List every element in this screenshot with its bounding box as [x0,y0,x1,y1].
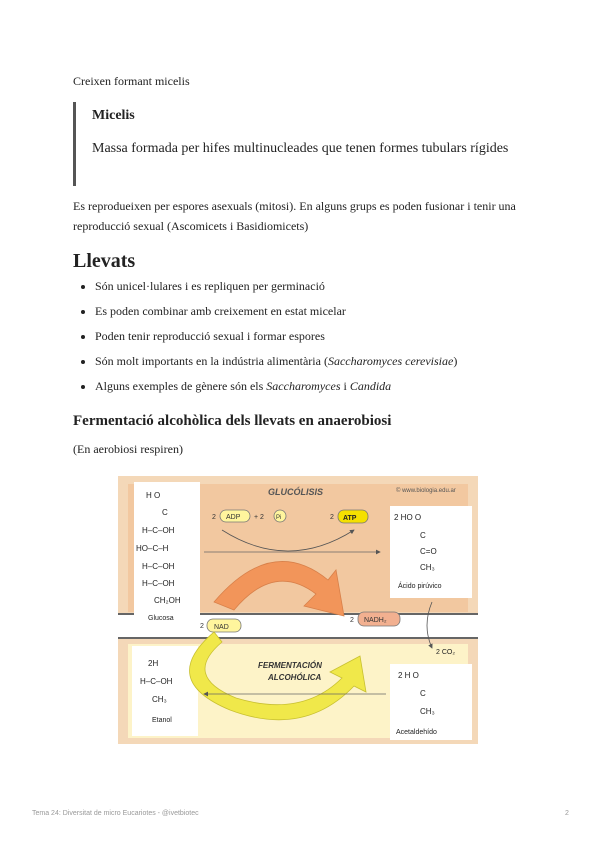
fermentacion-label: FERMENTACIÓN [258,661,322,670]
bullet-text: ) [453,354,458,368]
co2-label: 2 CO₂ [436,649,456,656]
fermentation-diagram [118,476,478,744]
callout-micelis [73,102,526,186]
bullet-text: i [340,379,350,393]
acetaldehido-c2: CH₃ [420,707,435,716]
etanol-r2: H–C–OH [140,677,173,686]
glucosa-r5: H–C–OH [142,579,175,588]
species-name: Saccharomyces cerevisiae [327,354,454,368]
nadh-coef: 2 [350,617,354,624]
reproduction-paragraph: Es reprodueixen per espores asexuals (mitosi). En alguns grups es poden fusionar i tenir una reproducció sexual (Ascomicets i Basidiomicets) [73,199,516,233]
pi-label: Pi [276,515,282,521]
list-item [73,374,457,399]
etanol-r3: CH₃ [152,695,167,704]
callout-title: Micelis [92,108,135,123]
footer-course: Tema 24: Diversitat de micro Eucariotes - @ivetbiotec [32,810,199,817]
nad-coef: 2 [200,623,204,630]
etanol-top: 2H [148,659,159,668]
bullet-text: Alguns exemples de gènere són els [95,379,267,393]
etanol-name: Etanol [152,717,172,724]
intro-text: Creixen formant micelis [73,74,190,88]
subsection-note: (En aerobiosi respiren) [73,442,183,456]
alcoholica-label: ALCOHÓLICA [268,673,322,682]
section-title-llevats: Llevats [73,250,136,272]
nadh-label: NADH₂ [364,617,387,624]
list-item: Són unicel·lulares i es repliquen per germinació [73,274,457,299]
list-item [73,349,457,374]
piruvico-c1: C [420,531,426,540]
atp-coef: 2 [330,514,334,521]
glucosa-top: H O [146,491,161,500]
callout-text: Massa formada per hifes multinucleades que tenen formes tubulars rígides [92,141,509,156]
glycolysis-title: GLUCÓLISIS [268,487,324,497]
glucosa-name: Glucosa [148,615,174,622]
piruvico-c3: CH₃ [420,563,435,572]
adp-coef: 2 [212,514,216,521]
glucosa-c1: C [162,508,168,517]
footer-page-number: 2 [565,810,569,817]
acetaldehido-top: 2 H O [398,671,419,680]
credit-text: © www.biologia.edu.ar [396,488,456,494]
nad-label: NAD [214,624,229,631]
plus-two: + 2 [254,514,264,521]
acetaldehido-name: Acetaldehído [396,729,437,736]
adp-label: ADP [226,514,241,521]
glucosa-r3: HO–C–H [136,544,169,553]
list-item: Es poden combinar amb creixement en estat micelar [73,299,457,324]
atp-label: ATP [343,515,357,522]
glucosa-r2: H–C–OH [142,526,175,535]
piruvico-name: Ácido pirúvico [398,583,442,590]
glucosa-r4: H–C–OH [142,562,175,571]
subsection-title: Fermentació alcohòlica dels llevats en anaerobiosi [73,413,392,429]
acetaldehido-c1: C [420,689,426,698]
piruvico-c2: C=O [420,547,437,556]
list-item: Poden tenir reproducció sexual i formar espores [73,324,457,349]
piruvico-top: 2 HO O [394,513,422,522]
genus-name: Saccharomyces [266,379,341,393]
genus-name: Candida [349,379,392,393]
glucosa-r6: CH₂OH [154,596,181,605]
llevats-bullet-list [73,274,457,399]
bullet-text: Són molt importants en la indústria alimentària ( [95,354,328,368]
